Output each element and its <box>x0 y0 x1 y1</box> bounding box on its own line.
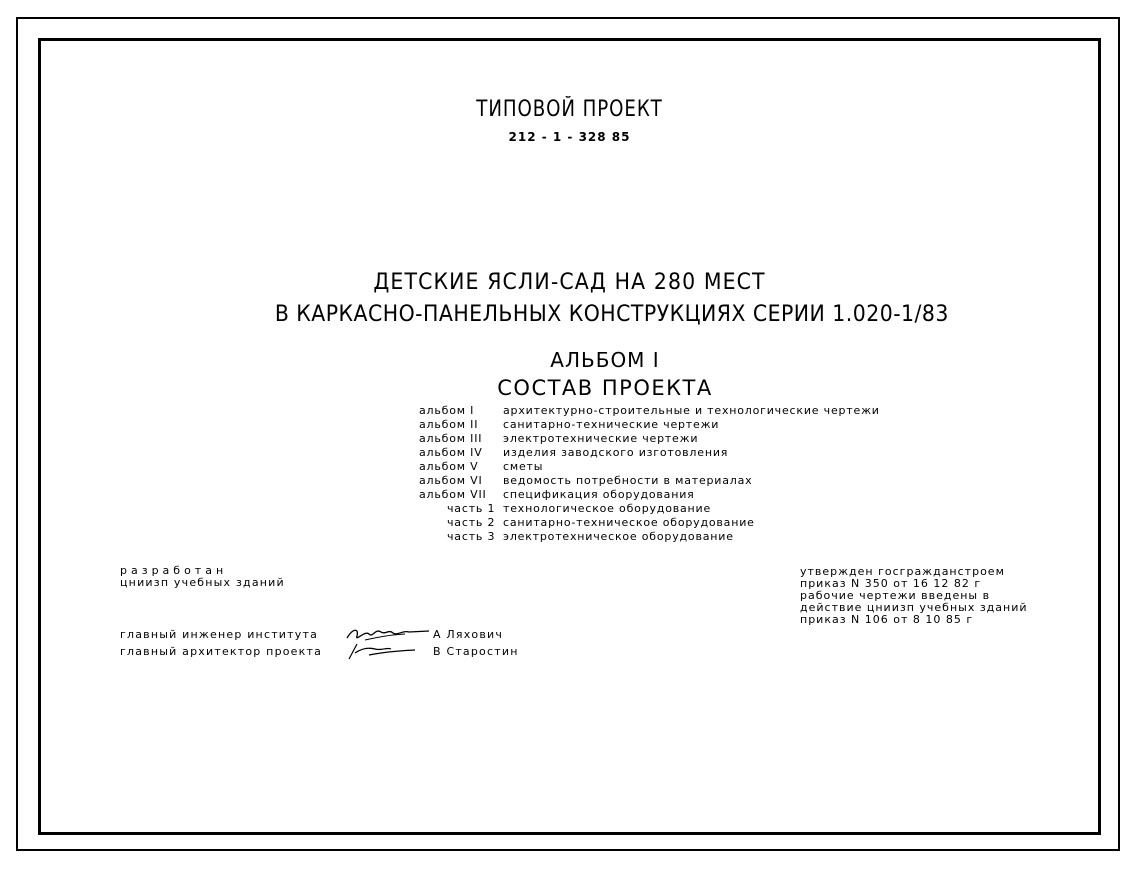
developer-org: цниизп учебных зданий <box>120 576 285 589</box>
title-line-2: В КАРКАСНО-ПАНЕЛЬНЫХ КОНСТРУКЦИЯХ СЕРИИ 1.020-1/83 <box>274 302 949 327</box>
part-description: санитарно-техническое оборудование <box>503 516 755 529</box>
approval-line: утвержден госгражданстроем <box>800 565 1005 578</box>
part-label: часть 1 <box>447 502 496 515</box>
album-label: альбом IV <box>419 446 483 459</box>
album-label: альбом I <box>419 404 475 417</box>
album-label: альбом V <box>419 460 479 473</box>
staff-role: главный архитектор проекта <box>120 645 323 658</box>
album-description: сметы <box>503 460 544 473</box>
list-item <box>419 530 880 544</box>
part-label: часть 3 <box>447 530 496 543</box>
list-item <box>419 418 880 432</box>
project-number: 212 - 1 - 328 85 <box>508 130 631 144</box>
list-item <box>419 404 880 418</box>
staff-name: В Старостин <box>433 645 519 658</box>
album-description: ведомость потребности в материалах <box>503 474 753 487</box>
approval-line: рабочие чертежи введены в <box>800 589 991 602</box>
list-item <box>419 516 880 530</box>
approval-block <box>800 566 1028 626</box>
album-description: санитарно-технические чертежи <box>503 418 720 431</box>
title-line-1: ДЕТСКИЕ ЯСЛИ-САД НА 280 МЕСТ <box>373 270 766 295</box>
part-description: технологическое оборудование <box>503 502 712 515</box>
part-description: электротехническое оборудование <box>503 530 734 543</box>
list-item <box>419 502 880 516</box>
album-label: альбом VI <box>419 474 483 487</box>
approval-line: действие цниизп учебных зданий <box>800 601 1028 614</box>
approval-line: приказ N 350 от 16 12 82 г <box>800 577 982 590</box>
signature-image <box>345 643 433 660</box>
staff-role: главный инженер института <box>120 628 319 641</box>
album-label: альбом VII <box>419 488 487 501</box>
staff-block <box>120 626 519 660</box>
list-item <box>419 474 880 488</box>
list-item <box>419 432 880 446</box>
part-label: часть 2 <box>447 516 496 529</box>
album-description: изделия заводского изготовления <box>503 446 729 459</box>
album-label: альбом III <box>419 432 483 445</box>
list-item <box>419 446 880 460</box>
project-type: ТИПОВОЙ ПРОЕКТ <box>476 97 663 122</box>
album-description: архитектурно-строительные и технологические чертежи <box>503 404 880 417</box>
developer-block <box>120 565 285 589</box>
album-label: альбом II <box>419 418 479 431</box>
list-item <box>419 488 880 502</box>
signature-image <box>345 626 433 643</box>
staff-name: А Ляхович <box>433 628 504 641</box>
list-item <box>419 460 880 474</box>
staff-row <box>120 626 519 643</box>
staff-row <box>120 643 519 660</box>
album-title: АЛЬБОМ I <box>550 348 660 372</box>
developer-label: разработан <box>120 564 228 577</box>
composition-list <box>419 404 880 544</box>
approval-line: приказ N 106 от 8 10 85 г <box>800 613 974 626</box>
album-subtitle: СОСТАВ ПРОЕКТА <box>497 376 713 400</box>
album-description: спецификация оборудования <box>503 488 695 501</box>
album-description: электротехнические чертежи <box>503 432 699 445</box>
